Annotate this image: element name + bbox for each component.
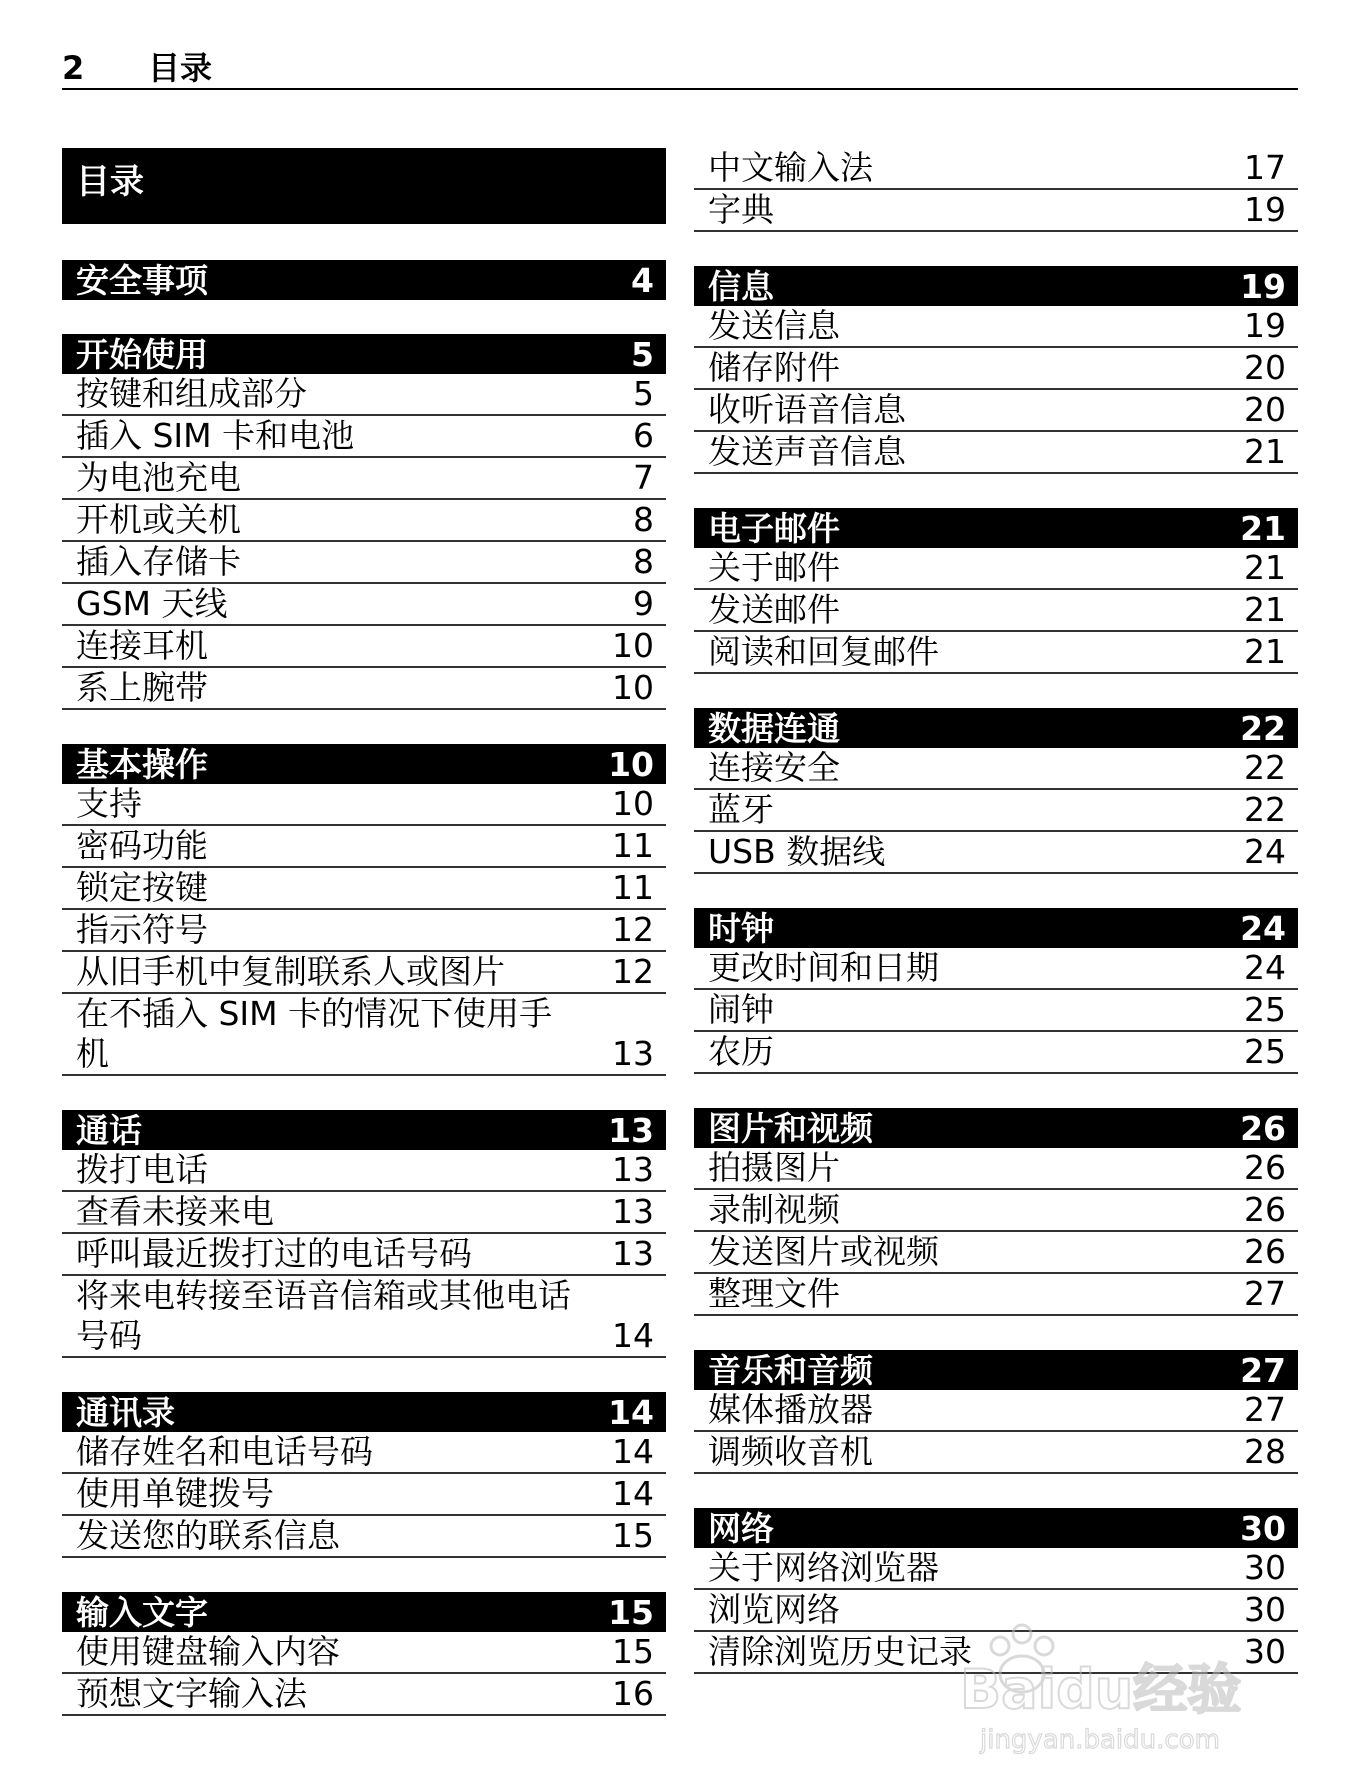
toc-section-page: 10 (608, 744, 654, 784)
toc-entry[interactable] (694, 1232, 1298, 1274)
toc-entry-label: 系上腕带 (76, 668, 208, 707)
toc-entry-label: 发送图片或视频 (708, 1232, 939, 1271)
toc-entry-label: 发送您的联系信息 (76, 1516, 340, 1555)
toc-section (694, 1350, 1298, 1474)
toc-section-title: 电子邮件 (708, 508, 840, 548)
toc-entry-label: 呼叫最近拨打过的电话号码 (76, 1234, 472, 1273)
toc-section-title: 通话 (76, 1110, 142, 1150)
toc-entry-page: 21 (1244, 432, 1286, 471)
toc-entry-label: 使用单键拨号 (76, 1474, 274, 1513)
toc-entry-label: 锁定按键 (76, 868, 208, 907)
toc-entry[interactable] (62, 910, 666, 952)
toc-entry-page: 10 (612, 668, 654, 707)
continued-entries (694, 148, 1298, 232)
toc-entry-page: 27 (1244, 1390, 1286, 1429)
toc-section-header[interactable] (62, 1592, 666, 1632)
toc-entry-page: 26 (1244, 1232, 1286, 1271)
toc-entry[interactable] (62, 826, 666, 868)
toc-entry[interactable] (62, 1150, 666, 1192)
toc-entry[interactable] (694, 1632, 1298, 1674)
toc-entry[interactable] (694, 832, 1298, 874)
toc-entry-page: 6 (633, 416, 654, 455)
toc-entry[interactable] (694, 1390, 1298, 1432)
toc-entry-label: 查看未接来电 (76, 1192, 274, 1231)
toc-entry-label: 字典 (708, 190, 774, 229)
toc-entry-page: 20 (1244, 390, 1286, 429)
toc-entry-page: 12 (612, 952, 654, 991)
toc-entry-label: 按键和组成部分 (76, 374, 307, 413)
toc-entry-label: 清除浏览历史记录 (708, 1632, 972, 1671)
toc-section-page: 21 (1240, 508, 1286, 548)
toc-entry-label: 为电池充电 (76, 458, 241, 497)
toc-entry-page: 27 (1244, 1274, 1286, 1313)
toc-entry-label: 连接安全 (708, 748, 840, 787)
toc-entry-label: 媒体播放器 (708, 1390, 873, 1429)
toc-section-header[interactable] (694, 908, 1298, 948)
toc-entry-page: 30 (1244, 1590, 1286, 1629)
toc-section-page: 30 (1240, 1508, 1286, 1548)
toc-entry-page: 10 (612, 626, 654, 665)
toc-entry[interactable] (694, 590, 1298, 632)
toc-section (694, 1508, 1298, 1674)
toc-section-page: 5 (631, 334, 654, 374)
toc-section-header[interactable] (62, 744, 666, 784)
toc-entry-page: 21 (1244, 632, 1286, 671)
toc-entry-page: 20 (1244, 348, 1286, 387)
toc-entry[interactable] (694, 348, 1298, 390)
toc-entry[interactable] (62, 1276, 666, 1358)
toc-entry[interactable] (694, 390, 1298, 432)
toc-entry[interactable] (62, 1674, 666, 1716)
toc-section-title: 时钟 (708, 908, 774, 948)
toc-entry-page: 5 (633, 374, 654, 413)
toc-entry-page: 12 (612, 910, 654, 949)
toc-entry-page: 22 (1244, 790, 1286, 829)
toc-entry[interactable] (62, 416, 666, 458)
toc-section-header[interactable] (694, 708, 1298, 748)
toc-entry-page: 19 (1244, 306, 1286, 345)
toc-section-page: 26 (1240, 1108, 1286, 1148)
toc-section (694, 1108, 1298, 1316)
toc-entry-page: 21 (1244, 548, 1286, 587)
toc-entry-label: 从旧手机中复制联系人或图片 (76, 952, 505, 991)
toc-section-header[interactable] (62, 1110, 666, 1150)
toc-entry-label: 使用键盘输入内容 (76, 1632, 340, 1671)
toc-section (62, 744, 666, 1076)
toc-entry-label: 发送邮件 (708, 590, 840, 629)
toc-entry[interactable] (62, 1632, 666, 1674)
toc-entry-label: 支持 (76, 784, 142, 823)
toc-section-page: 13 (608, 1110, 654, 1150)
toc-section-title: 信息 (708, 266, 774, 306)
toc-title: 目录 (62, 148, 666, 224)
right-sections (694, 266, 1298, 1674)
toc-entry[interactable] (694, 432, 1298, 474)
toc-entry-label: 关于网络浏览器 (708, 1548, 939, 1587)
toc-entry-label: GSM 天线 (76, 584, 228, 623)
toc-entry-page: 8 (633, 500, 654, 539)
toc-section-header[interactable] (694, 1508, 1298, 1548)
toc-entry-label: 录制视频 (708, 1190, 840, 1229)
toc-entry[interactable] (694, 1432, 1298, 1474)
toc-entry-label: 插入存储卡 (76, 542, 241, 581)
toc-entry-label: 发送信息 (708, 306, 840, 345)
toc-entry-page: 15 (612, 1632, 654, 1671)
toc-section-title: 音乐和音频 (708, 1350, 873, 1390)
toc-entry[interactable] (62, 668, 666, 710)
toc-entry-page: 17 (1244, 148, 1286, 187)
toc-section (62, 260, 666, 300)
toc-entry-page: 14 (612, 1316, 654, 1355)
toc-entry[interactable] (62, 994, 666, 1076)
toc-entry-page: 8 (633, 542, 654, 581)
toc-entry[interactable] (694, 1032, 1298, 1074)
toc-entry-label: 阅读和回复邮件 (708, 632, 939, 671)
toc-entry[interactable] (62, 626, 666, 668)
toc-entry-page: 14 (612, 1432, 654, 1471)
left-sections (62, 260, 666, 1716)
toc-entry[interactable] (694, 1148, 1298, 1190)
toc-entry-label: USB 数据线 (708, 832, 886, 871)
toc-entry-label: 收听语音信息 (708, 390, 906, 429)
toc-entry-label: 开机或关机 (76, 500, 241, 539)
toc-entry[interactable] (694, 1590, 1298, 1632)
toc-entry[interactable] (62, 868, 666, 910)
toc-entry-label: 拨打电话 (76, 1150, 208, 1189)
watermark-brand: Baidu经验 (960, 1658, 1242, 1721)
toc-entry-page: 25 (1244, 990, 1286, 1029)
toc-entry-page: 14 (612, 1474, 654, 1513)
toc-section-page: 27 (1240, 1350, 1286, 1390)
toc-section-title: 数据连通 (708, 708, 840, 748)
toc-section (62, 334, 666, 710)
toc-entry-page: 9 (633, 584, 654, 623)
toc-section-header[interactable] (62, 260, 666, 300)
toc-entry-page: 7 (633, 458, 654, 497)
toc-entry-label: 浏览网络 (708, 1590, 840, 1629)
toc-entry[interactable] (62, 374, 666, 416)
toc-entry-label: 更改时间和日期 (708, 948, 939, 987)
toc-entry-label: 插入 SIM 卡和电池 (76, 416, 355, 455)
toc-entry[interactable] (694, 990, 1298, 1032)
toc-entry-page: 28 (1244, 1432, 1286, 1471)
toc-section-title: 开始使用 (76, 334, 208, 374)
toc-entry[interactable] (62, 1192, 666, 1234)
toc-section (62, 1592, 666, 1716)
toc-entry[interactable] (694, 1548, 1298, 1590)
toc-entry-page: 13 (612, 1034, 654, 1073)
toc-entry[interactable] (694, 548, 1298, 590)
toc-entry-label: 储存姓名和电话号码 (76, 1432, 373, 1471)
toc-entry-label: 闹钟 (708, 990, 774, 1029)
toc-entry-page: 22 (1244, 748, 1286, 787)
toc-entry-page: 10 (612, 784, 654, 823)
toc-entry-page: 13 (612, 1234, 654, 1273)
toc-section-page: 24 (1240, 908, 1286, 948)
toc-entry-page: 21 (1244, 590, 1286, 629)
toc-section-page: 4 (631, 260, 654, 300)
toc-entry-label: 指示符号 (76, 910, 208, 949)
toc-section-header[interactable] (62, 1392, 666, 1432)
toc-entry[interactable] (62, 500, 666, 542)
toc-entry-label: 在不插入 SIM 卡的情况下使用手机 (76, 994, 553, 1073)
toc-section (694, 708, 1298, 874)
toc-section-title: 图片和视频 (708, 1108, 873, 1148)
toc-entry-label: 拍摄图片 (708, 1148, 840, 1187)
toc-entry[interactable] (62, 584, 666, 626)
toc-entry[interactable] (694, 148, 1298, 190)
toc-entry[interactable] (694, 748, 1298, 790)
toc-section-page: 19 (1240, 266, 1286, 306)
toc-section (694, 908, 1298, 1074)
toc-section-page: 15 (608, 1592, 654, 1632)
watermark-url: jingyan.baidu.com (980, 1725, 1220, 1755)
toc-entry-label: 连接耳机 (76, 626, 208, 665)
toc-entry-page: 11 (612, 826, 654, 865)
toc-entry-label: 密码功能 (76, 826, 208, 865)
page-title: 目录 (148, 49, 213, 87)
toc-entry-page: 11 (612, 868, 654, 907)
toc-entry-page: 24 (1244, 832, 1286, 871)
toc-section (694, 266, 1298, 474)
toc-entry-page: 25 (1244, 1032, 1286, 1071)
toc-entry[interactable] (694, 190, 1298, 232)
toc-entry-page: 16 (612, 1674, 654, 1713)
toc-entry-page: 30 (1244, 1548, 1286, 1587)
toc-section-title: 基本操作 (76, 744, 208, 784)
toc-entry[interactable] (62, 1234, 666, 1276)
toc-entry[interactable] (62, 952, 666, 994)
toc-entry-page: 19 (1244, 190, 1286, 229)
toc-section-header[interactable] (694, 1350, 1298, 1390)
toc-entry-page: 30 (1244, 1632, 1286, 1671)
toc-entry-page: 15 (612, 1516, 654, 1555)
toc-section-page: 22 (1240, 708, 1286, 748)
toc-entry-label: 将来电转接至语音信箱或其他电话号码 (76, 1276, 571, 1355)
toc-section (62, 1110, 666, 1358)
toc-entry-page: 13 (612, 1150, 654, 1189)
toc-entry[interactable] (694, 632, 1298, 674)
toc-section-title: 安全事项 (76, 260, 208, 300)
toc-entry-label: 农历 (708, 1032, 774, 1071)
toc-entry[interactable] (62, 1516, 666, 1558)
toc-section-page: 14 (608, 1392, 654, 1432)
toc-section-header[interactable] (694, 508, 1298, 548)
toc-section-title: 输入文字 (76, 1592, 208, 1632)
toc-section-title: 网络 (708, 1508, 774, 1548)
toc-entry-label: 关于邮件 (708, 548, 840, 587)
toc-entry-page: 13 (612, 1192, 654, 1231)
toc-entry-label: 发送声音信息 (708, 432, 906, 471)
toc-right-column (694, 148, 1298, 1708)
toc-section-header[interactable] (62, 334, 666, 374)
toc-entry[interactable] (694, 1190, 1298, 1232)
toc-entry[interactable] (62, 1474, 666, 1516)
toc-entry-label: 中文输入法 (708, 148, 873, 187)
toc-section-header[interactable] (694, 1108, 1298, 1148)
toc-section-header[interactable] (694, 266, 1298, 306)
toc-entry[interactable] (62, 458, 666, 500)
toc-left-column (62, 148, 666, 1750)
toc-entry-label: 储存附件 (708, 348, 840, 387)
toc-entry[interactable] (694, 948, 1298, 990)
toc-entry-page: 24 (1244, 948, 1286, 987)
toc-entry[interactable] (62, 784, 666, 826)
toc-section-title: 通讯录 (76, 1392, 175, 1432)
toc-entry-page: 26 (1244, 1190, 1286, 1229)
toc-entry[interactable] (694, 1274, 1298, 1316)
toc-entry-label: 整理文件 (708, 1274, 840, 1313)
toc-entry-label: 调频收音机 (708, 1432, 873, 1471)
toc-section (62, 1392, 666, 1558)
page-number: 2 (62, 49, 85, 87)
page-header (62, 42, 1298, 90)
toc-entry[interactable] (694, 790, 1298, 832)
toc-entry[interactable] (62, 1432, 666, 1474)
toc-section (694, 508, 1298, 674)
toc-entry-label: 蓝牙 (708, 790, 774, 829)
toc-entry[interactable] (62, 542, 666, 584)
toc-entry[interactable] (694, 306, 1298, 348)
toc-entry-label: 预想文字输入法 (76, 1674, 307, 1713)
toc-entry-page: 26 (1244, 1148, 1286, 1187)
